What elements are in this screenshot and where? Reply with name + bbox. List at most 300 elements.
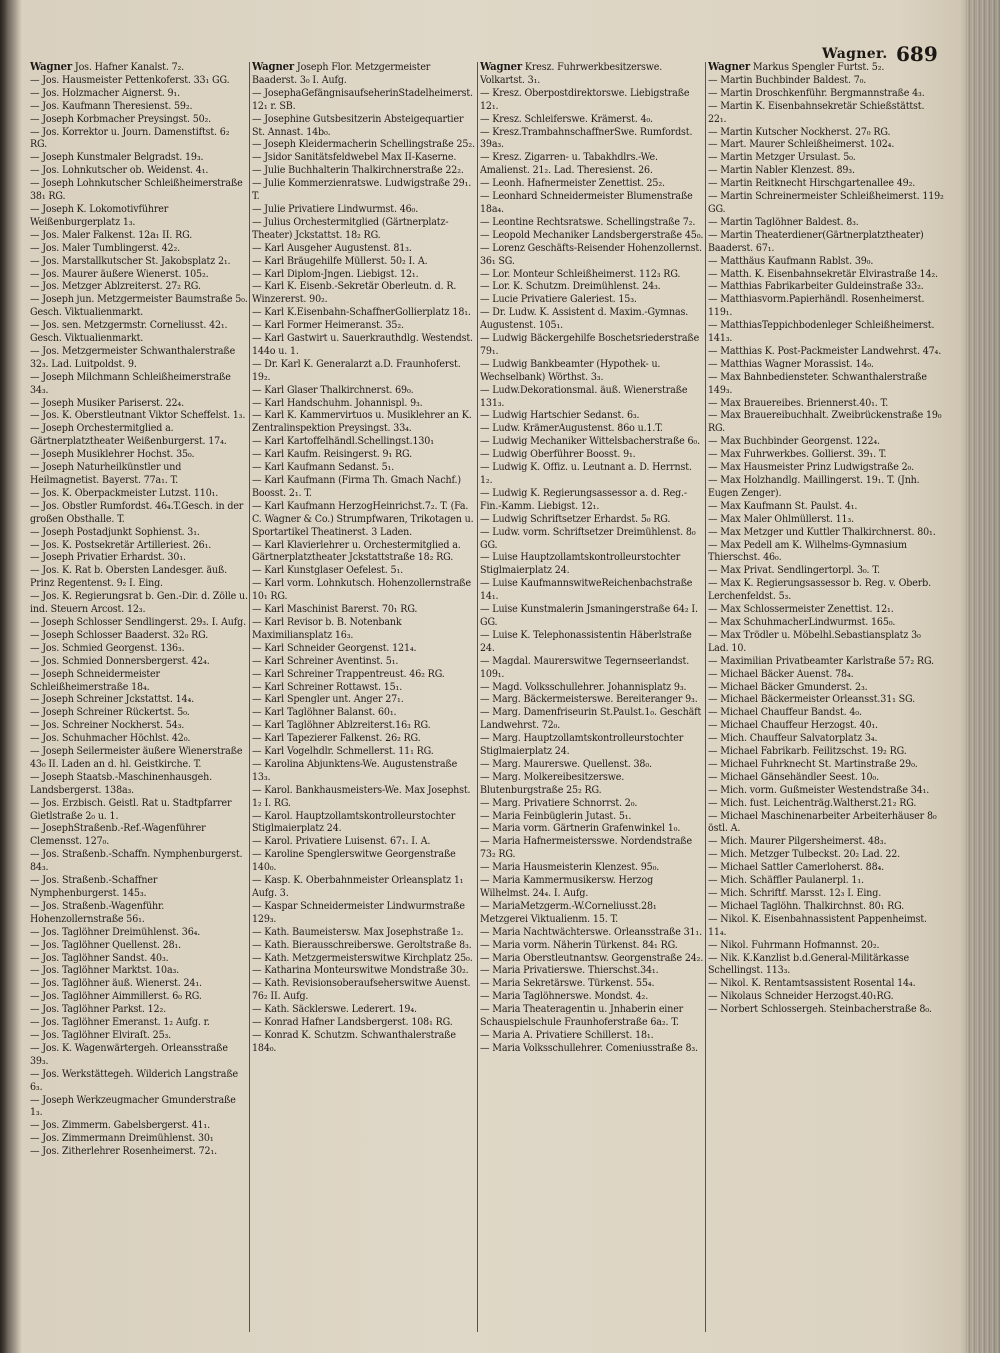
- entry-text: — Magd. Volksschullehrer. Johannisplatz 9₃.: [480, 680, 687, 693]
- entry-text: — Karl Spengler unt. Anger 27₁.: [252, 693, 404, 706]
- entry-text: — Kath. Metzgermeisterswitwe Kirchplatz 25₀.: [252, 951, 473, 964]
- directory-entry: [252, 964, 476, 977]
- directory-entry: [30, 164, 248, 177]
- directory-entry: [480, 513, 704, 526]
- directory-entry: [252, 242, 476, 255]
- entry-text: — Jos. Maurer äußere Wienerst. 105₂.: [30, 267, 209, 280]
- entry-text: — Max Trödler u. Möbelhl.Sebastiansplatz 3₀ Lad. 10.: [708, 628, 921, 654]
- directory-entry: [30, 990, 248, 1003]
- directory-entry: [252, 1003, 476, 1016]
- entry-text: — JosephaGefängnisaufseherinStadelheimerst. 12₁ r. SB.: [252, 86, 473, 112]
- entry-text: — Lucie Privatiere Galeriest. 15₃.: [480, 293, 637, 306]
- directory-entry: [252, 113, 476, 139]
- directory-entry: [480, 577, 704, 603]
- directory-entry: [708, 771, 944, 784]
- entry-text: — Ludwig K. Offiz. u. Leutnant a. D. Herrnst. 1₂.: [480, 461, 692, 486]
- directory-entry: [480, 977, 704, 990]
- entry-text: — Jos. sen. Metzgermstr. Corneliusst. 42₁. Gesch. Viktualienmarkt.: [30, 319, 228, 345]
- directory-entry: [30, 280, 248, 293]
- entry-text: — Jos. Zimmermann Dreimühlenst. 30₁: [30, 1132, 214, 1145]
- entry-text: — Jos. Taglöhner Aimmillerst. 6₀ RG.: [30, 990, 202, 1003]
- entry-text: — Marg. Bäckermeisterswe. Bereiteranger 9₃.: [480, 693, 698, 706]
- directory-entry: [30, 939, 248, 952]
- directory-entry: [252, 848, 476, 874]
- entry-text: — Jos. Zitherlehrer Rosenheimerst. 72₁.: [30, 1145, 218, 1158]
- entry-text: — Konrad K. Schutzm. Schwanthalerstraße 184₀.: [252, 1028, 456, 1054]
- directory-entry: [708, 216, 944, 229]
- directory-entry: [480, 900, 704, 926]
- entry-text: — Karl Tapezierer Falkenst. 26₂ RG.: [252, 732, 421, 745]
- directory-entry: [30, 1003, 248, 1016]
- directory-entry: [30, 952, 248, 965]
- directory-entry: [30, 745, 248, 771]
- directory-entry: [252, 358, 476, 384]
- entry-text: — Leopold Mechaniker Landsbergerstraße 45₀.: [480, 228, 704, 241]
- entry-text: — Michael Gänsehändler Seest. 10₀.: [708, 770, 879, 783]
- entry-text: — Nikol. K. Eisenbahnassistent Pappenheimst. 11₄.: [708, 912, 927, 938]
- entry-text: — Jos. K. Postsekretär Artilleriest. 26₁.: [30, 538, 212, 551]
- directory-entry: [480, 1042, 704, 1055]
- directory-entry: [708, 939, 944, 952]
- entry-text: — Jos. Werkstättegeh. Wilderich Langstraße 6₃.: [30, 1067, 239, 1093]
- directory-entry: [708, 409, 944, 435]
- entry-text: — Karl Schreiner Rottawst. 15₁.: [252, 680, 403, 693]
- entry-text: — Maria vorm. Näherin Türkenst. 84₁ RG.: [480, 938, 678, 951]
- directory-entry: [30, 771, 248, 797]
- entry-text: — Julie Privatiere Lindwurmst. 46₀.: [252, 202, 419, 215]
- entry-text: — Joseph jun. Metzgermeister Baumstraße 5₀. Gesch. Viktualienmarkt.: [30, 293, 248, 319]
- directory-entry: [708, 913, 944, 939]
- directory-entry: [708, 177, 944, 190]
- directory-entry: [708, 952, 944, 978]
- directory-entry: [30, 1119, 248, 1132]
- entry-text: — Ludwig Mechaniker Wittelsbacherstraße 6₀.: [480, 435, 700, 448]
- directory-entry: [252, 835, 476, 848]
- directory-entry: [480, 293, 704, 306]
- directory-entry: [480, 822, 704, 835]
- entry-text: — Jos. Maler Falkenst. 12a₁ II. RG.: [30, 228, 193, 241]
- entry-text: — Joseph Milchmann Schleißheimerstraße 34₃.: [30, 370, 231, 396]
- entry-text: — Julie Kommerzienratswe. Ludwigstraße 29₁. T.: [252, 177, 472, 203]
- entry-text: — Jos. Taglöhner Sandst. 40₃.: [30, 951, 169, 964]
- directory-entry: [480, 771, 704, 797]
- directory-entry: [30, 319, 248, 345]
- entry-text: — Max Maler Ohlmüllerst. 11₃.: [708, 512, 854, 525]
- directory-entry: [708, 848, 944, 861]
- directory-entry: [30, 977, 248, 990]
- entry-text: — Karl Revisor b. B. Notenbank Maximiliansplatz 16₃.: [252, 615, 402, 641]
- entry-text: — Karl Klavierlehrer u. Orchestermitglied a. Gärtnerplatztheater Jckstattstraße 18₂ RG.: [252, 538, 461, 564]
- directory-entry: [708, 603, 944, 616]
- entry-text: — Jos. Zimmerm. Gabelsbergerst. 41₁.: [30, 1119, 210, 1132]
- directory-entry: [480, 1029, 704, 1042]
- directory-entry: [252, 1016, 476, 1029]
- directory-entry: [30, 564, 248, 590]
- directory-entry: [708, 758, 944, 771]
- entry-text: — Nikolaus Schneider Herzogst.40₁RG.: [708, 990, 894, 1003]
- directory-entry: [708, 887, 944, 900]
- directory-entry: [252, 332, 476, 358]
- directory-entry: [708, 835, 944, 848]
- directory-entry: [252, 164, 476, 177]
- entry-text: — Karl Kunstglaser Oefelest. 5₁.: [252, 564, 403, 577]
- directory-entry: [708, 448, 944, 461]
- directory-entry: [30, 964, 248, 977]
- entry-text: — Michael Maschinenarbeiter Arbeiterhäuser 8₀ östl. A.: [708, 809, 937, 835]
- entry-text: — Jos. Schmied Donnersbergerst. 42₄.: [30, 654, 210, 667]
- directory-entry: [480, 952, 704, 965]
- directory-entry: [480, 964, 704, 977]
- directory-entry: [30, 629, 248, 642]
- entry-text: — Ludw. KrämerAugustenst. 86o u.1.T.: [480, 422, 663, 435]
- directory-entry: [252, 138, 476, 151]
- entry-text: — Lor. Monteur Schleißheimerst. 112₃ RG.: [480, 267, 681, 280]
- directory-entry: [252, 939, 476, 952]
- directory-entry: [30, 1068, 248, 1094]
- entry-text: — Joseph Korbmacher Preysingst. 50₂.: [30, 112, 212, 125]
- directory-entry: [708, 255, 944, 268]
- entry-text: — Konrad Hafner Landsbergerst. 108₁ RG.: [252, 1016, 453, 1029]
- entry-text: — Karl Taglöhner Ablzreiterst.16₃ RG.: [252, 719, 431, 732]
- directory-entry: [480, 306, 704, 332]
- directory-entry: [252, 216, 476, 242]
- directory-entry: [252, 784, 476, 810]
- directory-entry: [252, 732, 476, 745]
- directory-entry: [480, 448, 704, 461]
- directory-entry: [480, 190, 704, 216]
- entry-text: — Joseph Privatier Erhardst. 30₁.: [30, 551, 186, 564]
- directory-entry: [252, 151, 476, 164]
- entry-text: — Joseph Seilermeister äußere Wienerstraße 43₀ II. Laden an d. hl. Geistkirche. T.: [30, 745, 243, 770]
- entry-text: — Jos. Schmied Georgenst. 136₃.: [30, 641, 185, 654]
- directory-entry: [480, 926, 704, 939]
- directory-entry: [708, 668, 944, 681]
- directory-entry: [252, 745, 476, 758]
- directory-entry: [30, 1016, 248, 1029]
- directory-entry: [708, 229, 944, 255]
- entry-text: — Karl Bräugehilfe Müllerst. 50₂ I. A.: [252, 254, 428, 267]
- entry-text: — Michael Chauffeur Bandst. 4₀.: [708, 706, 862, 719]
- entry-text: — Jos. Taglöhner Dreimühlenst. 36₄.: [30, 925, 201, 938]
- directory-entry: [252, 409, 476, 435]
- directory-column-1: [30, 60, 248, 1340]
- entry-text: — Nikol. K. Rentamtsassistent Rosental 14₄.: [708, 977, 916, 990]
- entry-text: — Kresz. Oberpostdirektorswe. Liebigstraße 12₁.: [480, 86, 690, 112]
- directory-entry: [480, 422, 704, 435]
- entry-text: — Jos. Straßenb.-Wagenführ. Hohenzollernstraße 56₁.: [30, 899, 165, 925]
- directory-entry: [252, 1029, 476, 1055]
- entry-text: — Karol. Bankhausmeisters-We. Max Josephst. 1₂ I. RG.: [252, 783, 471, 809]
- entry-text: — Jos. K. Regierungsrat b. Gen.-Dir. d. Zölle u. ind. Steuern Arcost. 12₃.: [30, 590, 248, 616]
- directory-entry: [30, 642, 248, 655]
- directory-entry: [252, 474, 476, 500]
- directory-entry: [30, 797, 248, 823]
- entry-text: — Maria A. Privatiere Schillerst. 18₁.: [480, 1028, 654, 1041]
- entry-text: — Max Pedell am K. Wilhelms-Gymnasium Thierschst. 46₀.: [708, 538, 907, 564]
- entry-text: — Dr. Karl K. Generalarzt a.D. Fraunhoferst. 19₂.: [252, 357, 461, 383]
- directory-entry: [30, 616, 248, 629]
- directory-entry: [30, 422, 248, 448]
- entry-text: — Kath. Revisionsoberaufseherswitwe Auenst. 76₂ II. Aufg.: [252, 977, 471, 1003]
- directory-entry: [252, 926, 476, 939]
- entry-text: — Jos. Metzgermeister Schwanthalerstraße 32₃. Lad. Luitpoldst. 9.: [30, 344, 236, 370]
- directory-entry: [480, 629, 704, 655]
- directory-entry: [30, 100, 248, 113]
- entry-text: — Karl Kartoffelhändl.Schellingst.130₁: [252, 435, 434, 448]
- entry-text: — Joseph Werkzeugmacher Gmunderstraße 1₃.: [30, 1093, 236, 1119]
- entry-text: — Jos. Taglöhner Quellenst. 28₁.: [30, 938, 182, 951]
- entry-text: — Max Privat. Sendlingertorpl. 3₀. T.: [708, 564, 880, 577]
- entry-text: — Karl Schneider Georgenst. 121₄.: [252, 641, 417, 654]
- entry-text: — Max SchuhmacherLindwurmst. 165₀.: [708, 615, 896, 628]
- entry-text: — Dr. Ludw. K. Assistent d. Maxim.-Gymnas. Augustenst. 105₁.: [480, 306, 689, 332]
- directory-entry: [252, 810, 476, 836]
- directory-entry: [30, 113, 248, 126]
- entry-text: — Magdal. Maurerswitwe Tegernseerlandst. 109₁.: [480, 654, 690, 680]
- directory-entry: [480, 384, 704, 410]
- entry-text: — Karl Ausgeher Augustenst. 81₃.: [252, 241, 412, 254]
- directory-entry: [708, 861, 944, 874]
- entry-text: — Ludwig Bankbeamter (Hypothek- u. Wechselbank) Wörthst. 3₃.: [480, 357, 661, 383]
- directory-entry: [252, 874, 476, 900]
- column-rule: [249, 62, 250, 1332]
- entry-text: — Martin Reitknecht Hirschgartenallee 49₂.: [708, 177, 916, 190]
- directory-entry: [252, 306, 476, 319]
- directory-entry: [480, 681, 704, 694]
- directory-entry: [30, 229, 248, 242]
- directory-entry: [480, 332, 704, 358]
- directory-entry: [480, 461, 704, 487]
- entry-text: — Maximilian Privatbeamter Karlstraße 57₂ RG.: [708, 654, 934, 667]
- entry-text: — Mich. Schäffler Paulanerpl. 1₁.: [708, 874, 864, 887]
- entry-text: — Marg. Hauptzollamtskontrolleurstochter Stiglmaierplatz 24.: [480, 732, 684, 758]
- entry-text: — Maria vorm. Gärtnerin Grafenwinkel 1₀.: [480, 822, 681, 835]
- entry-text: — Matth. K. Eisenbahnsekretär Elvirastraße 14₂.: [708, 267, 938, 280]
- entry-text: — Kath. Säcklerswe. Lederert. 19₄.: [252, 1003, 417, 1016]
- directory-entry: [708, 616, 944, 629]
- directory-entry: [708, 435, 944, 448]
- entry-text: — MatthiasTeppichbodenleger Schleißheimerst. 141₃.: [708, 319, 935, 345]
- directory-entry: [480, 87, 704, 113]
- entry-text: — Mich. vorm. Gußmeister Westendstraße 34₁.: [708, 783, 930, 796]
- directory-entry: [252, 60, 476, 87]
- directory-entry: [480, 435, 704, 448]
- page-number: 689: [896, 42, 938, 66]
- directory-entry: [252, 397, 476, 410]
- entry-text: — Maria Theateragentin u. Jnhaberin einer Schauspielschule Fraunhoferstraße 6a₂. T.: [480, 1003, 684, 1029]
- entry-text: — Josephine Gutsbesitzerin Absteigequartier St. Annast. 14b₀.: [252, 112, 464, 138]
- entry-text: — Ludw.Dekorationsmal. äuß. Wienerstraße 131₃.: [480, 383, 688, 409]
- entry-text: — Michael Fabrikarb. Feilitzschst. 19₂ RG.: [708, 745, 907, 758]
- entry-text: — Jos. Obstler Rumfordst. 46₄.T.Gesch. in der großen Obsthalle. T.: [30, 499, 244, 525]
- directory-entry: [30, 822, 248, 848]
- directory-entry: [252, 435, 476, 448]
- entry-text: — Leonh. Hafnermeister Zenettist. 25₂.: [480, 177, 665, 190]
- directory-entry: [252, 280, 476, 306]
- entry-text: — Joseph Musiklehrer Hochst. 35₀.: [30, 448, 195, 461]
- directory-entry: [30, 293, 248, 319]
- directory-entry: [252, 448, 476, 461]
- entry-text: — Karl Taglöhner Balanst. 60₁.: [252, 706, 397, 719]
- directory-entry: [708, 797, 944, 810]
- directory-entry: [708, 745, 944, 758]
- directory-entry: [708, 900, 944, 913]
- entry-text: — Nik. K.Kanzlist b.d.General-Militärkasse Schellingst. 113₃.: [708, 951, 910, 977]
- directory-entry: [708, 164, 944, 177]
- entry-text: — Karl Gastwirt u. Sauerkrauthdlg. Westendst. 144o u. 1.: [252, 332, 473, 357]
- binding-gutter-shadow: [0, 0, 22, 1353]
- entry-text: — Ludwig Hartschier Sedanst. 6₃.: [480, 409, 640, 422]
- entry-text: — Kresz. Schleiferswe. Krämerst. 4₀.: [480, 112, 653, 125]
- directory-entry: [30, 268, 248, 281]
- directory-entry: [480, 758, 704, 771]
- directory-entry: [708, 190, 944, 216]
- directory-entry: [252, 668, 476, 681]
- directory-entry: [30, 590, 248, 616]
- directory-entry: [30, 409, 248, 422]
- entry-text: — Ludwig K. Regierungsassessor a. d. Reg.-Fin.-Kamm. Liebigst. 12₁.: [480, 486, 687, 512]
- directory-entry: [30, 874, 248, 900]
- directory-entry: [30, 1132, 248, 1145]
- entry-text: — Karl Vogelhdlr. Schmellerst. 11₁ RG.: [252, 745, 434, 758]
- directory-entry: [30, 551, 248, 564]
- column-rule: [705, 62, 706, 1332]
- directory-entry: [480, 409, 704, 422]
- running-head: Wagner.: [822, 46, 888, 62]
- directory-entry: [480, 242, 704, 268]
- directory-entry: [252, 319, 476, 332]
- entry-text: — Max Metzger und Kuttler Thalkirchnerst. 80₁.: [708, 525, 936, 538]
- entry-text: — Ludwig Bäckergehilfe Boschetsriederstraße 79₁.: [480, 332, 700, 357]
- directory-entry: [30, 706, 248, 719]
- directory-entry: [30, 500, 248, 526]
- directory-entry: [30, 461, 248, 487]
- entry-text: — MariaMetzgerm.-W.Corneliusst.28₁ Metzgerei Viktualienm. 15. T.: [480, 899, 657, 925]
- directory-entry: [30, 151, 248, 164]
- entry-text: — Karol. Hauptzollamtskontrolleurstochter Stiglmaierplatz 24.: [252, 809, 456, 835]
- directory-entry: [252, 177, 476, 203]
- directory-entry: [30, 693, 248, 706]
- directory-entry: [708, 732, 944, 745]
- entry-text: — Matthias K. Post-Packmeister Landwehrst. 47₄.: [708, 344, 942, 357]
- entry-text: — Marg. Damenfriseurin St.Paulst.1₀. Geschäft Landwehrst. 72₀.: [480, 706, 702, 732]
- entry-surname: Wagner: [252, 60, 295, 73]
- entry-text: — Ludwig Oberführer Boosst. 9₁.: [480, 448, 636, 461]
- directory-entry: [708, 345, 944, 358]
- entry-text: — Joseph Staatsb.-Maschinenhausgeh. Landsbergerst. 138a₃.: [30, 770, 212, 796]
- entry-text: — Martin Nabler Klenzest. 89₃.: [708, 164, 855, 177]
- entry-text: — Jos. Schuhmacher Höchlst. 42₀.: [30, 732, 191, 745]
- directory-entry: [708, 100, 944, 126]
- entry-text: — Luise K. Telephonassistentin Häberlstraße 24.: [480, 628, 692, 654]
- directory-entry: [30, 487, 248, 500]
- entry-text: — Jos. Schreiner Nockherst. 54₃.: [30, 719, 185, 732]
- entry-text: — Max Kaufmann St. Paulst. 4₁.: [708, 499, 858, 512]
- entry-text: — Joseph Kleidermacherin Schellingstraße 25₂.: [252, 138, 475, 151]
- entry-text: — Martin Kutscher Nockherst. 27₀ RG.: [708, 125, 891, 138]
- entry-text: — Jos. K. Rat b. Obersten Landesger. äuß. Prinz Regentenst. 9₂ I. Eing.: [30, 564, 227, 590]
- entry-text: — Martin Buchbinder Baldest. 7₀.: [708, 73, 867, 86]
- directory-entry: [252, 758, 476, 784]
- entry-text: — Joseph Schreiner Rückertst. 5₀.: [30, 706, 190, 719]
- directory-entry: [30, 203, 248, 229]
- entry-text: — Joseph K. Lokomotivführer Weißenburgerplatz 1₃.: [30, 202, 169, 228]
- directory-entry: [30, 732, 248, 745]
- entry-text: — Jos. Taglöhner Elviraſt. 25₃.: [30, 1028, 172, 1041]
- entry-text: — Max Holzhandlg. Maillingerst. 19₁. T. (Jnh. Eugen Zenger).: [708, 474, 920, 499]
- directory-entry: [30, 87, 248, 100]
- directory-entry: [480, 177, 704, 190]
- directory-entry: [30, 539, 248, 552]
- directory-entry: [708, 461, 944, 474]
- directory-entry: [480, 810, 704, 823]
- entry-text: — Jos. Marstallkutscher St. Jakobsplatz 2₁.: [30, 254, 231, 267]
- directory-entry: [252, 693, 476, 706]
- entry-text: — Karl Diplom-Jngen. Liebigst. 12₁.: [252, 267, 419, 280]
- entry-text: — Katharina Monteurswitwe Mondstraße 30₂.: [252, 964, 469, 977]
- entry-text: — Michael Bäcker Auenst. 78₄.: [708, 667, 854, 680]
- directory-entry: [708, 577, 944, 603]
- directory-entry: [30, 719, 248, 732]
- entry-text: — Kresz.TrambahnschaffnerSwe. Rumfordst. 39a₃.: [480, 125, 693, 151]
- directory-entry: [480, 990, 704, 1003]
- directory-entry: [480, 732, 704, 758]
- directory-entry: [252, 952, 476, 965]
- directory-entry: [30, 177, 248, 203]
- directory-entry: [708, 681, 944, 694]
- directory-entry: [708, 268, 944, 281]
- entry-text: — Martin Taglöhner Baldest. 8₃.: [708, 215, 859, 228]
- directory-entry: [708, 87, 944, 100]
- directory-entry: [480, 797, 704, 810]
- directory-entry: [30, 848, 248, 874]
- entry-text: — Maria Taglöhnerswe. Mondst. 4₂.: [480, 990, 649, 1003]
- entry-text: — Max Buchbinder Georgenst. 122₄.: [708, 435, 880, 448]
- entry-text: Joseph Flor. Metzgermeister Baaderst. 3₀ I. Aufg.: [252, 61, 431, 86]
- entry-text: — Marg. Privatiere Schnorrst. 2₀.: [480, 796, 638, 809]
- entry-text: — Martin Droschkenführ. Bergmannstraße 4₃.: [708, 86, 925, 99]
- entry-text: — Jos. Kaufmann Theresienst. 59₂.: [30, 99, 193, 112]
- directory-entry: [480, 487, 704, 513]
- entry-surname: Wagner: [480, 60, 523, 73]
- entry-text: — Karol. Privatiere Luisenst. 67₁. I. A.: [252, 835, 431, 848]
- entry-text: — Maria Hausmeisterin Klenzest. 95₀.: [480, 861, 660, 874]
- entry-text: — Mich. Chauffeur Salvatorplatz 3₄.: [708, 732, 878, 745]
- entry-text: — Max Hausmeister Prinz Ludwigstraße 2₀.: [708, 461, 915, 474]
- directory-entry: [708, 293, 944, 319]
- directory-entry: [708, 358, 944, 371]
- directory-entry: [252, 564, 476, 577]
- directory-entry: [30, 345, 248, 371]
- entry-text: — Michael Chauffeur Herzogst. 40₁.: [708, 719, 878, 732]
- directory-entry: [708, 500, 944, 513]
- entry-text: — Joseph Naturheilkünstler und Heilmagnetist. Bayerst. 77a₁. T.: [30, 461, 182, 486]
- entry-text: — Joseph Orchestermitglied a. Gärtnerplatztheater Weißenburgerst. 17₄.: [30, 422, 227, 448]
- directory-entry: [708, 1003, 944, 1016]
- directory-entry: [252, 900, 476, 926]
- entry-text: — Maria Oberstleutnantsw. Georgenstraße 24₂.: [480, 951, 704, 964]
- directory-entry: [708, 629, 944, 655]
- entry-text: — Jos. K. Oberstleutnant Viktor Scheffelst. 1₃.: [30, 409, 246, 422]
- entry-text: — Max Brauereibuchhalt. Zweibrückenstraße 19₀ RG.: [708, 409, 942, 435]
- entry-text: — Julie Buchhalterin Thalkirchnerstraße 22₂.: [252, 164, 464, 177]
- directory-entry: [708, 990, 944, 1003]
- entry-text: — Lorenz Geschäfts-Reisender Hohenzollernst. 36₁ SG.: [480, 241, 702, 267]
- entry-text: — Joseph Schneidermeister Schleißheimerstraße 18₄.: [30, 667, 160, 693]
- entry-text: — Ludwig Schriftsetzer Erhardst. 5₀ RG.: [480, 512, 671, 525]
- entry-text: — Karl Schreiner Trappentreust. 46₂ RG.: [252, 667, 445, 680]
- directory-entry: [30, 397, 248, 410]
